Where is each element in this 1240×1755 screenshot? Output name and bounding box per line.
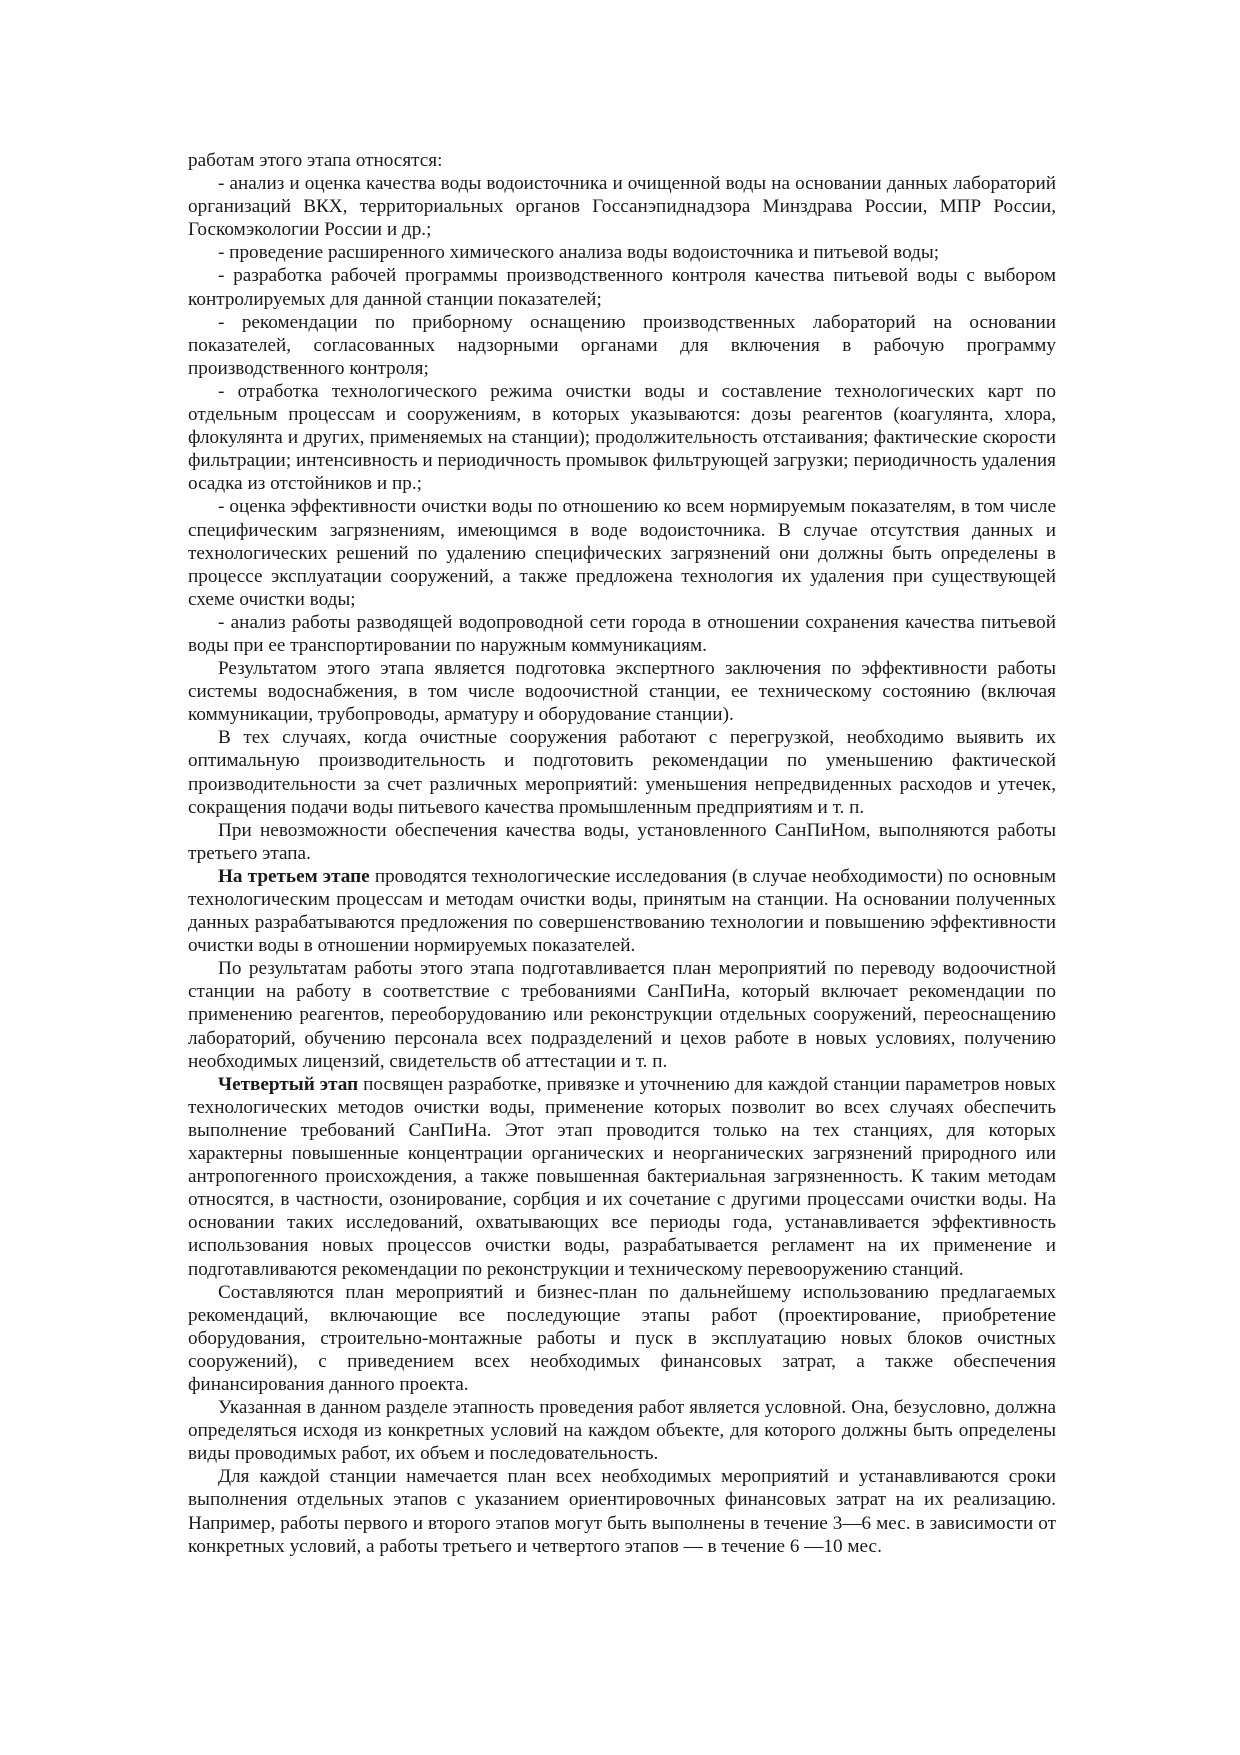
paragraph-third-stage-trigger: При невозможности обеспечения качества воды, установленного СанПиНом, выполняются работы третьего этапа. xyxy=(188,819,1056,864)
list-item-technological-mode: - отработка технологического режима очистки воды и составление технологических карт по отдельным процессам и сооружениям, в которых указываются: дозы реагентов (коагулянта, хлора, флокулянта и других, применяемых на станции); продолжительность отстаивания; фактические скорости фильтрации; интенсивность и периодичность промывок фильтрующей загрузки; периодичность удаления осадка из отстойников и пр.; xyxy=(188,380,1056,495)
paragraph-schedule: Для каждой станции намечается план всех необходимых мероприятий и устанавливаются сроки выполнения отдельных этапов с указанием ориентировочных финансовых затрат на их реализацию. Например, работы первого и второго этапов могут быть выполнены в течение 3—6 мес. в зависимости от конкретных условий, а работы третьего и четвертого этапов — в течение 6 —10 мес. xyxy=(188,1466,1056,1557)
list-item-efficiency-assessment: - оценка эффективности очистки воды по отношению ко всем нормируемым показателям, в том числе специфическим загрязнениям, имеющимся в воде водоисточника. В случае отсутствия данных и технологических решений по удалению специфических загрязнений они должны быть определены в процессе эксплуатации сооружений, а также предложена технология их удаления при существующей схеме очистки воды; xyxy=(188,496,1056,610)
document-page xyxy=(188,149,1056,1558)
third-stage-heading: На третьем этапе xyxy=(218,865,370,887)
paragraph-stage-result: Результатом этого этапа является подготовка экспертного заключения по эффективности работы системы водоснабжения, в том числе водоочистной станции, ее техническому состоянию (включая коммуникации, трубопроводы, арматуру и оборудование станции). xyxy=(188,658,1056,726)
list-item-control-program: - разработка рабочей программы производственного контроля качества питьевой воды с выбором контролируемых для данной станции показателей; xyxy=(188,265,1056,310)
paragraph-third-stage-results: По результатам работы этого этапа подготавливается план мероприятий по переводу водоочистной станции на работу в соответствие с требованиями СанПиНа, который включает рекомендации по применению реагентов, переоборудованию или реконструкции отдельных сооружений, переоснащению лабораторий, обучению персонала всех подразделений и цехов работе в новых условиях, получению необходимых лицензий, свидетельств об аттестации и т. п. xyxy=(188,958,1056,1072)
paragraph-continuation: работам этого этапа относятся: xyxy=(188,150,443,171)
list-item-extended-chemical-analysis: - проведение расширенного химического анализа воды водоисточника и питьевой воды; xyxy=(218,242,940,264)
third-stage-text: проводятся технологические исследования (в случае необходимости) по основным технологическим процессам и методам очистки воды, принятым на станции. На основании полученных данных разрабатываются предложения по совершенствованию технологии и повышению эффективности очистки воды в отношении нормируемых показателей. xyxy=(188,865,1056,957)
paragraph-overload: В тех случаях, когда очистные сооружения работают с перегрузкой, необходимо выявить их оптимальную производительность и подготовить рекомендации по уменьшению фактической производительности за счет различных мероприятий: уменьшения непредвиденных расходов и утечек, сокращения подачи воды питьевого качества промышленным предприятиям и т. п. xyxy=(188,727,1056,818)
fourth-stage-heading: Четвертый этап xyxy=(218,1073,359,1095)
list-item-lab-equipment: - рекомендации по приборному оснащению производственных лабораторий на основании показателей, согласованных надзорными органами для включения в рабочую программу производственного контроля; xyxy=(188,311,1056,379)
fourth-stage-text: посвящен разработке, привязке и уточнению для каждой станции параметров новых технологических методов очистки воды, применение которых позволит во всех случаях обеспечить выполнение требований СанПиНа. Этот этап проводится только на тех станциях, для которых характерны повышенные концентрации органических и неорганических загрязнений природного или антропогенного происхождения, а также повышенная бактериальная загрязненность. К таким методам относятся, в частности, озонирование, сорбция и их сочетание с другими процессами очистки воды. На основании таких исследований, охватывающих все периоды года, устанавливается эффективность использования новых процессов очистки воды, разрабатывается регламент на их применение и подготавливаются рекомендации по реконструкции и техническому перевооружению станций. xyxy=(188,1073,1056,1280)
paragraph-staging-conditional: Указанная в данном разделе этапность проведения работ является условной. Она, безусловно, должна определяться исходя из конкретных условий на каждом объекте, для которого должны быть определены виды проводимых работ, их объем и последовательность. xyxy=(188,1397,1056,1465)
paragraph-business-plan: Составляются план мероприятий и бизнес-план по дальнейшему использованию предлагаемых рекомендаций, включающие все последующие этапы работ (проектирование, приобретение оборудования, строительно-монтажные работы и пуск в эксплуатацию новых блоков очистных сооружений), с приведением всех необходимых финансовых затрат, а также обеспечения финансирования данного проекта. xyxy=(188,1281,1056,1395)
paragraph-fourth-stage xyxy=(188,1073,1056,1281)
paragraph-third-stage xyxy=(188,865,1056,957)
list-item-network-analysis: - анализ работы разводящей водопроводной сети города в отношении сохранения качества питьевой воды при ее транспортировании по наружным коммуникациям. xyxy=(188,611,1056,656)
list-item-water-quality-analysis: - анализ и оценка качества воды водоисточника и очищенной воды на основании данных лабораторий организаций ВКХ, территориальных органов Госсанэпиднадзора Минздрава России, МПР России, Госкомэкологии России и др.; xyxy=(188,173,1056,241)
